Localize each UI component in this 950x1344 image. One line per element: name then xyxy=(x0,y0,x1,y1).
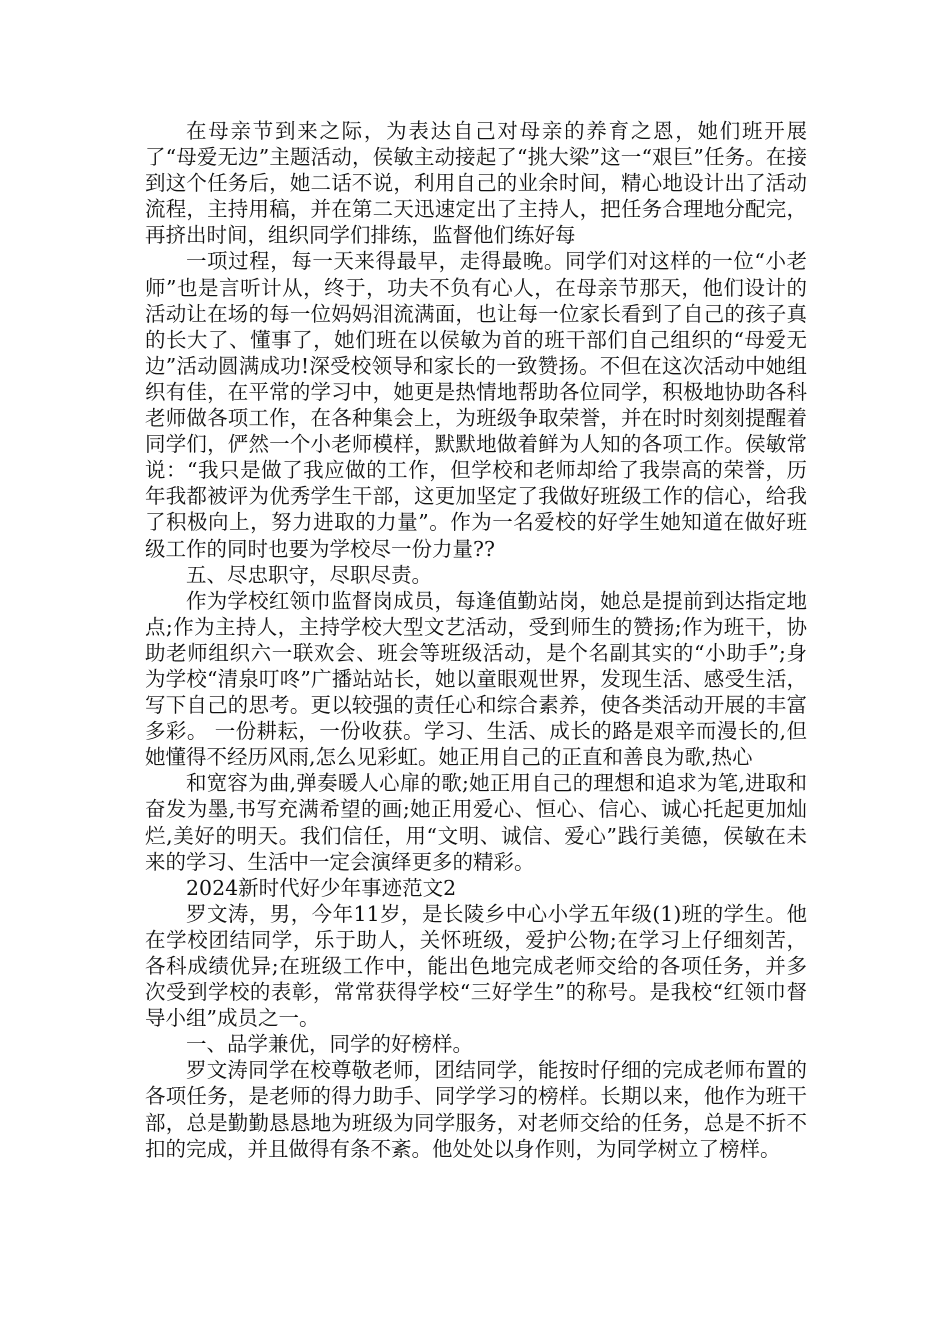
section-title: 2024新时代好少年事迹范文2 xyxy=(186,875,457,900)
paragraph: 在母亲节到来之际，为表达自己对母亲的养育之恩，她们班开展了“母爱无边”主题活动，侯敏主动接起了“挑大梁”这一“艰巨”任务。在接到这个任务后，她二话不说，利用自己的业余时间，精心地设计出了活动流程，主持用稿，并在第二天迅速定出了主持人，把任务合理地分配完，再挤出时间，组织同学们排练，监督他们练好每 xyxy=(145,119,807,248)
paragraph: 罗文涛，男，今年11岁，是长陵乡中心小学五年级(1)班的学生。他在学校团结同学，乐于助人，关怀班级，爱护公物;在学习上仔细刻苦，各科成绩优异;在班级工作中，能出色地完成老师交给的各项任务，并多次受到学校的表彰，常常获得学校“三好学生”的称号。是我校“红领巾督导小组”成员之一。 xyxy=(145,901,807,1031)
paragraph: 一、品学兼优，同学的好榜样。 xyxy=(186,1032,473,1057)
paragraph: 和宽容为曲,弹奏暖人心扉的歌;她正用自己的理想和追求为笔,进取和奋发为墨,书写充满希望的画;她正用爱心、恒心、信心、诚心托起更加灿烂,美好的明天。我们信任，用“文明、诚信、爱心”践行美德，侯敏在未来的学习、生活中一定会演绎更多的精彩。 xyxy=(145,771,807,874)
document-body xyxy=(145,118,807,1162)
paragraph: 罗文涛同学在校尊敬老师，团结同学，能按时仔细的完成老师布置的各项任务，是老师的得力助手、同学学习的榜样。长期以来，他作为班干部，总是勤勤恳恳地为班级为同学服务，对老师交给的任务，总是不折不扣的完成，并且做得有条不紊。他处处以身作则，为同学树立了榜样。 xyxy=(145,1058,807,1161)
paragraph: 一项过程，每一天来得最早，走得最晚。同学们对这样的一位“小老师”也是言听计从，终于，功夫不负有心人，在母亲节那天，他们设计的活动让在场的每一位妈妈泪流满面，也让每一位家长看到了自己的孩子真的长大了、懂事了，她们班在以侯敏为首的班干部们自己组织的“母爱无边”活动圆满成功!深受校领导和家长的一致赞扬。不但在这次活动中她组织有佳，在平常的学习中，她更是热情地帮助各位同学，积极地协助各科老师做各项工作，在各种集会上，为班级争取荣誉，并在时时刻刻提醒着同学们，俨然一个小老师模样，默默地做着鲜为人知的各项工作。侯敏常说：“我只是做了我应做的工作，但学校和老师却给了我崇高的荣誉，历年我都被评为优秀学生干部，这更加坚定了我做好班级工作的信心，给我了积极向上，努力进取的力量”。作为一名爱校的好学生她知道在做好班级工作的同时也要为学校尽一份力量?? xyxy=(145,249,807,561)
paragraph: 作为学校红领巾监督岗成员，每逢值勤站岗，她总是提前到达指定地点;作为主持人，主持学校大型文艺活动，受到师生的赞扬;作为班干，协助老师组织六一联欢会、班会等班级活动，是个名副其实的“小助手”;身为学校“清泉叮咚”广播站站长，她以童眼观世界，发现生活、感受生活，写下自己的思考。更以较强的责任心和综合素养，使各类活动开展的丰富多彩。 一份耕耘，一份收获。学习、生活、成长的路是艰辛而漫长的,但她懂得不经历风雨,怎么见彩虹。她正用自己的正直和善良为歌,热心 xyxy=(145,588,807,770)
paragraph: 五、尽忠职守，尽职尽责。 xyxy=(186,562,432,587)
